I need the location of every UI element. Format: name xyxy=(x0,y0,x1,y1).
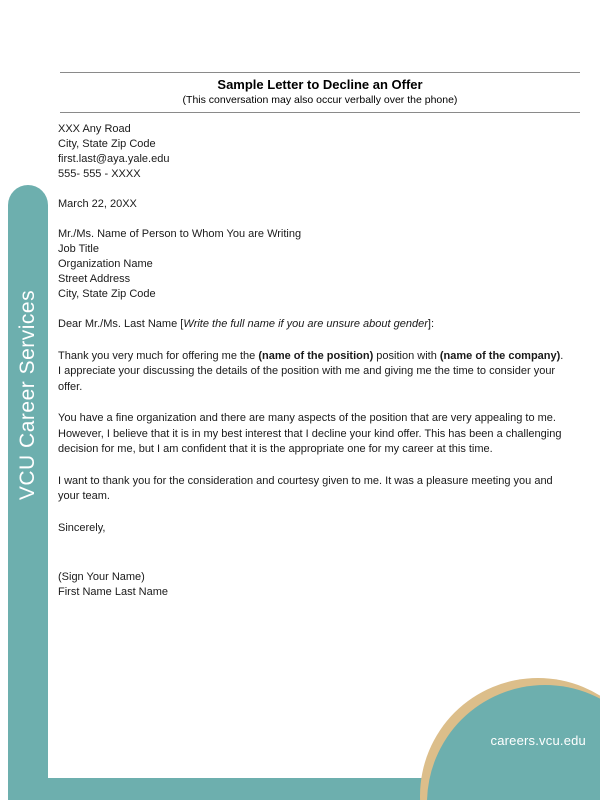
brand-sidebar-label: VCU Career Services xyxy=(16,289,40,501)
spacer-after-date xyxy=(58,212,568,227)
letter-date: March 22, 20XX xyxy=(58,198,137,210)
signature-space xyxy=(58,536,568,570)
recipient-address-block xyxy=(58,227,568,302)
sender-phone: 555- 555 - XXXX xyxy=(58,168,141,180)
recipient-name: Mr./Ms. Name of Person to Whom You are Writing xyxy=(58,228,302,240)
salutation-suffix: ]: xyxy=(427,318,435,330)
salutation-line xyxy=(58,317,568,333)
recipient-street: Street Address xyxy=(58,273,131,285)
p1-company-placeholder: (name of the company) xyxy=(439,349,561,362)
spacer-after-p3 xyxy=(58,505,568,521)
spacer-after-recipient xyxy=(58,302,568,317)
brand-sidebar xyxy=(8,185,48,800)
body-paragraph-3: I want to thank you for the consideration and courtesy given to me. It was a pleasure meeting you and your team. xyxy=(58,474,553,502)
page-title: Sample Letter to Decline an Offer xyxy=(217,77,423,92)
p1-segment-1: Thank you very much for offering me the xyxy=(58,349,259,362)
recipient-city-state-zip: City, State Zip Code xyxy=(58,288,156,300)
date-block xyxy=(58,197,568,212)
body-paragraph-2: You have a fine organization and there are many aspects of the position that are very appealing to me. However, I believe that it is in my best interest that I decline your kind offer. This has been a challenging decision for me, but I am confident that it is the appropriate one for my career at this time. xyxy=(58,412,562,455)
salutation-instruction: Write the full name if you are unsure about gender xyxy=(183,318,428,330)
spacer-after-salutation xyxy=(58,333,568,349)
brand-website-url: careers.vcu.edu xyxy=(490,733,586,748)
body-paragraph-1 xyxy=(58,349,568,396)
sender-street: XXX Any Road xyxy=(58,123,131,135)
page-subtitle: (This conversation may also occur verbally over the phone) xyxy=(182,94,458,106)
p1-position-placeholder: (name of the position) xyxy=(258,349,374,362)
letter-body xyxy=(58,122,568,600)
p1-segment-3: . I appreciate your discussing the details of the position with me and giving me the time to consider your offer. xyxy=(58,349,564,393)
title-block xyxy=(60,77,580,107)
spacer-after-sender xyxy=(58,182,568,197)
spacer-after-p1 xyxy=(58,395,568,411)
p1-segment-2: position with xyxy=(373,349,440,362)
signature-block xyxy=(58,570,568,600)
recipient-job-title: Job Title xyxy=(58,243,99,255)
closing-sign-off: Sincerely, xyxy=(58,521,106,534)
salutation-prefix: Dear Mr./Ms. Last Name [ xyxy=(58,318,184,330)
recipient-organization: Organization Name xyxy=(58,258,153,270)
spacer-after-p2 xyxy=(58,458,568,474)
signer-name: First Name Last Name xyxy=(58,586,169,598)
sender-email: first.last@aya.yale.edu xyxy=(58,153,170,165)
header-rule-top xyxy=(60,72,580,73)
sender-address-block xyxy=(58,122,568,182)
signature-instruction: (Sign Your Name) xyxy=(58,571,145,583)
header-rule-bottom xyxy=(60,112,580,113)
sender-city-state-zip: City, State Zip Code xyxy=(58,138,156,150)
